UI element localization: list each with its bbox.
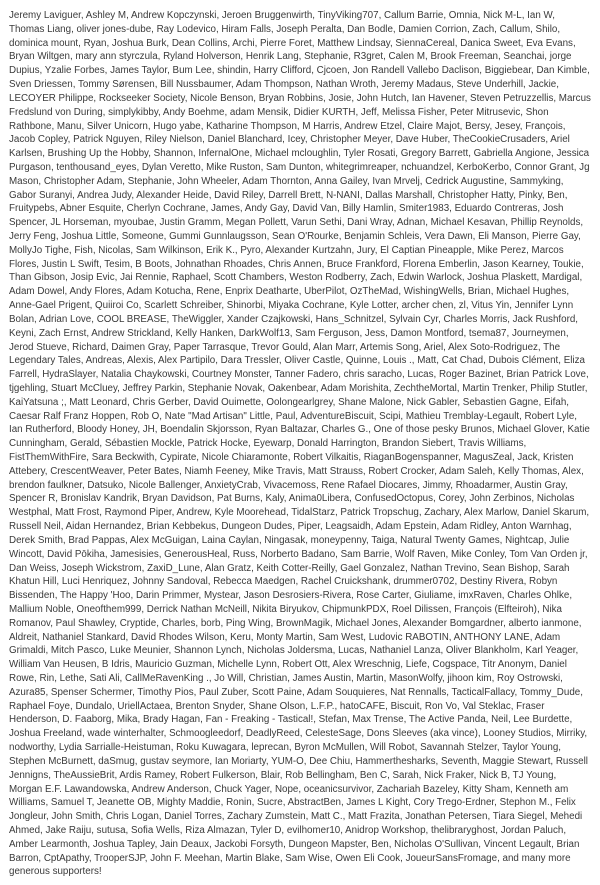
supporter-credits-paragraph: Jeremy Laviguer, Ashley M, Andrew Kopczynski, Jeroen Bruggenwirth, TinyViking707, Callum Barrie, Omnia, Nick M-L, Ian W, Thomas Liang, oliver jones-dube, Ray Lodevico, Hiram Falls, Joseph Peralta, Dan Bodle, Damien Corrion, Zach, Callum, Shilo, dominica mount, Ryan, Joshua Burk, Dean Collins, Archi, Pierre Foret, Matthew Lindsay, SiennaCereal, Danica Sweet, Eva Evans, Bryan Wiltgen, mary ann styrczula, Ryland Holverson, Henrik Lang, Stephanie, R3gret, Calen M, Brook Freeman, Seanchai, jorge Dupius, Yzalie Forbes, James Taylor, Bum Lee, shindin, Harry Clifford, Cjcoen, Jon Randell Vallebo Daclison, Biggiebear, Dan Kimble, Sven Driessen, Tommy Sørensen, Bill Nussbaumer, Adam Thompson, Nathan Wroth, Jeremy Madaus, Steve Underhill, Jackie, LECOYER Philippe, Rockseeker Society, Nicole Benson, Bryan Robbins, Josie, John Hutch, Ian Havener, Steven Petruzzellis, Marcus Fredslund von During, simplykibby, Andy Boehme, adam Mensik, Didier KURTH, Jeff, Melissa Fisher, Peter Mitrusevic, Shon Rathbone, Manu, Silver Unicorn, Hugo yabe, Katharine Thompson, M Harris, Andrew Etzel, Claire Majot, Bersy, Jesey, François, Jacob Copley, Patrick Nguyen, Riley Nielson, Daniel Blanchard, Icey, Christopher Meyer, Dave Huber, TheCookieCrusaders, Ariel Karlsen, Brushing Up the Hobby, Shannon, InfernalOne, Michael mcloughlin, Tyler Rosati, Gregory Barrett, Gabriella Angione, Jessica Purgason, tenthousand_eyes, Dylan Veretto, Mike Ruston, Sam Dunton, whitegrimreaper, nchuandzel, KerboKerbo, Connor Grant, Jg Mason, Christopher Adam, Stephanie, John Wheeler, Adam Thornton, Anna Gailey, Ivan Mrvelj, Cedrick Augustine, Sammyking, Gabor Suranyi, Andrea Judy, Alexander Heide, David Riley, Darrell Brett, N-NANI, Dallas Marshall, Christopher Hatty, Pinky, Ben, Fruitypebs, Abner Esquite, Cherlyn Cochrane, James, Andy Gay, David Van, Billy Hamlin, Smiter1983, Eduardo Contreras, Josh Spencer, JL Horseman, myoubae, Justin Gramm, Megan Pollett, Varun Sethi, Dani Wray, Adnan, Michael Kesavan, Phillip Reynolds, Jerry Feng, Joshua Little, Someone, Gummi Gunnlaugsson, Sean O'Rourke, Benjamin Schleis, Vera Dawn, Eli Manson, Pierre Gay, MollyJo Tighe, Fish, Nicolas, Sam Wilkinson, Erik K., Pyro, Alexander Kurtzahn, Jury, El Captian Pineapple, Mike Perez, Marcos Flores, Justin L Swift, Tesim, B Boots, Johnathan Rhoades, Chris Annen, Bruce Frankford, Florena Emberlin, Jason Kearney, Toukie, Than Gibson, Josip Evic, Jai Rennie, Raphael, Scott Chambers, Weston Rodberry, Zach, Edwin Warlock, Joshua Plaskett, Mardigal, Adam Dowel, Andy Flores, Adam Kotucha, Rene, Enprix Deatharte, UberPilot, OzTheMad, WishingWells, Brian, Michael Hughes, Anne-Gael Prigent, Quiiroi Co, Scarlett Schreiber, Shinorbi, Miyaka Cochrane, Kyle Lotter, archer chen, zl, Vitus Yin, Jennifer Lynn Bolan, Adrian Love, COOL BREASE, TheWiggler, Xander Czajkowski, Hans_Schnitzel, Sylvain Cyr, Charles Morris, Jack Rushford, Keyni, Zach Ernst, Andrew Strickland, Kelly Hanken, DarkWolf13, Sam Ferguson, Jess, Damon Montford, tsema87, Journeymen, Jerod Stueve, Richard, Daimen Gray, Paper Tarrasque, Trevor Gould, Alan Marr, Artemis Song, Ariel, Alex Soto-Rodriguez, The Legendary Tales, Andreas, Alexis, Alex Partipilo, Dara Tressler, Oliver Castle, Quinne, Louis ., Matt, Cat Chad, Dubois Clément, Eliza Farrell, HydraSlayer, Natalia Chaykowski, Courtney Monster, Tanner Fadero, chris saracho, Lucas, Roger Bazinet, Brian Patrick Love, tjgehling, Stuart McCluey, Jeffrey Parkin, Stephanie Novak, Oakenbear, Adam Morishita, ZechtheMortal, Martin Trenker, Philip Stutler, KaiYatsuna ;, Matt Leonard, Chris Gerber, David Ouimette, Oolongearlgrey, Shane Malone, Nick Gabler, Sebastien Gagne, Eifah, Caesar Ralf Franz Hoppen, Rob O, Nate "Mad Artisan" Little, Paul, AdventureBiscuit, Scipi, Mathieu Tremblay-Legault, Robert Lyle, Ian Rutherford, Bloody Honey, JH, Boendalin Skjorsson, Ryan Baltazar, Charles G., One of those pesky Brunos, Michael Glover, Katie Cunningham, Gerald, Sébastien Mockle, Patrick Hocke, Eyewarp, Donald Harrington, Brandon Siebert, Travis Williams, FistThemWithFire, Sara Beckwith, Cypirate, Nicole Chiaramonte, Robert Vilkaitis, RiaganBogenspanner, MagusZeal, Jack, Kristen Attebery, CrescentWeaver, Peter Bates, Niamh Feeney, Mike Travis, Matt Strauss, Robert Crocker, Adam Saleh, Kelly Thomas, Alex, brendon faulkner, Datsuko, Nicole Ballenger, AnxietyCrab, Vivacemoss, Rene Rafael Diocares, Jimmy, Rhoadarmer, Austin Gray, Spencer R, Bronislav Kandrik, Bryan Davidson, Pat Burns, Kaly, Anima0Libera, ConfusedOctopus, Corey, John Zerbinos, Nicholas Westphal, Matt Frost, Raymond Piper, Andrew, Kyle Moorehead, TidalStarz, Patrick Tropschug, Zachary, Alex Marlow, Daniel Skarum, Russell Neil, Aidan Hernandez, Brian Kebbekus, Dungeon Dudes, Piper, Leagsaidh, Adam Epstein, Adam Ridley, Anton Warnhag, Derek Smith, Brad Pappas, Alex McGuigan, Laina Caylan, Ningasak, moneypenny, Taiga, Natural Twenty Games, Nightcap, Julie Wincott, David Pōkiha, Jamesisies, GenerousHeal, Russ, Norberto Badano, Sam Barrie, Wolf Raven, Mike Conley, Tom Van Orden jr, Dan Weiss, Joseph Wickstrom, ZaxiD_Lune, Alan Gratz, Keith Cotter-Reilly, Gael Gonzalez, Nathan Trevino, Sean Bishop, Sarah Khatun Hill, Luci Henriquez, Johnny Sandoval, Rebecca Maedgen, Rachel Cruickshank, drummer0702, Destiny Rivera, Robyn Bissenden, The Happy 'Hoo, Darin Primmer, Mystear, Jason Desrosiers-Rivera, Rose Carter, Giuliame, imxRaven, Charles Ohlke, Mallium Noble, Oneofthem999, Derrick Nathan McNeill, Nikita Biryukov, ChipmunkPDX, Roel Dilissen, François (Elfteiroh), Nika Romanov, Paul Shawley, Cryptide, Charles, borb, Ping Wing, BrownMagik, Michael Jones, Alexander Bomgardner, alberto ianmone, Aldreit, Nathaniel Stankard, David Rhodes Wilson, Keru, Monty Martin, Sam West, Ludovic RABOTIN, ANTHONY LANE, Adam Grimaldi, Mitch Pasco, Luke Meunier, Shannon Lynch, Nicholas Joldersma, Lucas, Nathaniel Lanza, Oliver Blankholm, Karl Yeager, William Van Heusen, B Idris, Mauricio Guzman, Michelle Lynn, Robert Ott, Alex Wreschnig, Liefe, Cogspace, Titr Anonym, Daniel Rowe, Rin, Lethe, Sati Ali, CallMeRavenKing ., Jo Will, Christian, James Austin, Martin, MasonWolfy, jihoon kim, Roy Ostrowski, Azura85, Spenser Schermer, Timothy Pios, Paul Zuber, Scott Paine, Adam Souquieres, Nat Rennalls, TacticalFallacy, Tommy_Dude, Raphael Foye, Dundalo, UriellActaea, Brenton Snyder, Shane Olson, L.F.P., hatoCAFE, Biscuit, Ron Vo, Val Steklac, Fraser Henderson, D. Faaborg, Mika, Brady Hagan, Fan - Freaking - Tastical!, Stefan, Max Trense, The Active Panda, Neil, Lee Burdette, Joshua Freeland, wade winterhalter, Schmoogleedorf, DeadlyReed, CelesteSage, Dons Sleeves (aka vince), Looney Studios, Mirriky, nodworthy, Lydia Sarrialle-Heistuman, Roku Kuwagara, leprecan, Byron McMullen, Will Robot, Savannah Stelzer, Taylor Young, Stephen McBurnett, daSmug, gustav seymore, Ian Moriarty, YUM-O, Dee Chiu, Hammerthesharks, Seventh, Maggie Stewart, Russell Jennigns, TheAussieBrit, Ardis Ramey, Robert Fulkerson, Blair, Rob Bellingham, Ben C, Sarah, Nick Fraker, Nick B, TJ Young, Morgan E.F. Lawandowska, Andrew Anderson, Chuck Yager, Nope, oceanicsurvivor, Zachariah Bazeley, Kitty Sham, Kenneth am Williams, Samuel T, Jeanette OB, Mighty Maddie, Ronin, Sucre, AbstractBen, James L Kight, Cory Trego-Erdner, Stephon M., Felix Jongleur, John Smith, Chris Logan, Daniel Torres, Zachary Zumstein, Matt C., Matt Frazita, Jonathan Petersen, Tiara Siegel, Mehedi Ahmed, Jake Raiju, sutusa, Sofia Wells, Riza Almazan, Tyler D, evilhomer10, Anidrop Workshop, thelibraryghost, Jordan Paluch, Amber Learmonth, Joshua Tapley, Jain Deaux, Jackobi Forsyth, Dungeon Mapster, Ben, Nicholas O'Sullivan, Vincent Legault, Brian Barron, CptApathy, TrooperSJP, John F. Meehan, Martin Blake, Sam Wise, Owen Eli Cook, JoueurSansFromage, and many more generous supporters! bbox=[9, 10, 591, 878]
